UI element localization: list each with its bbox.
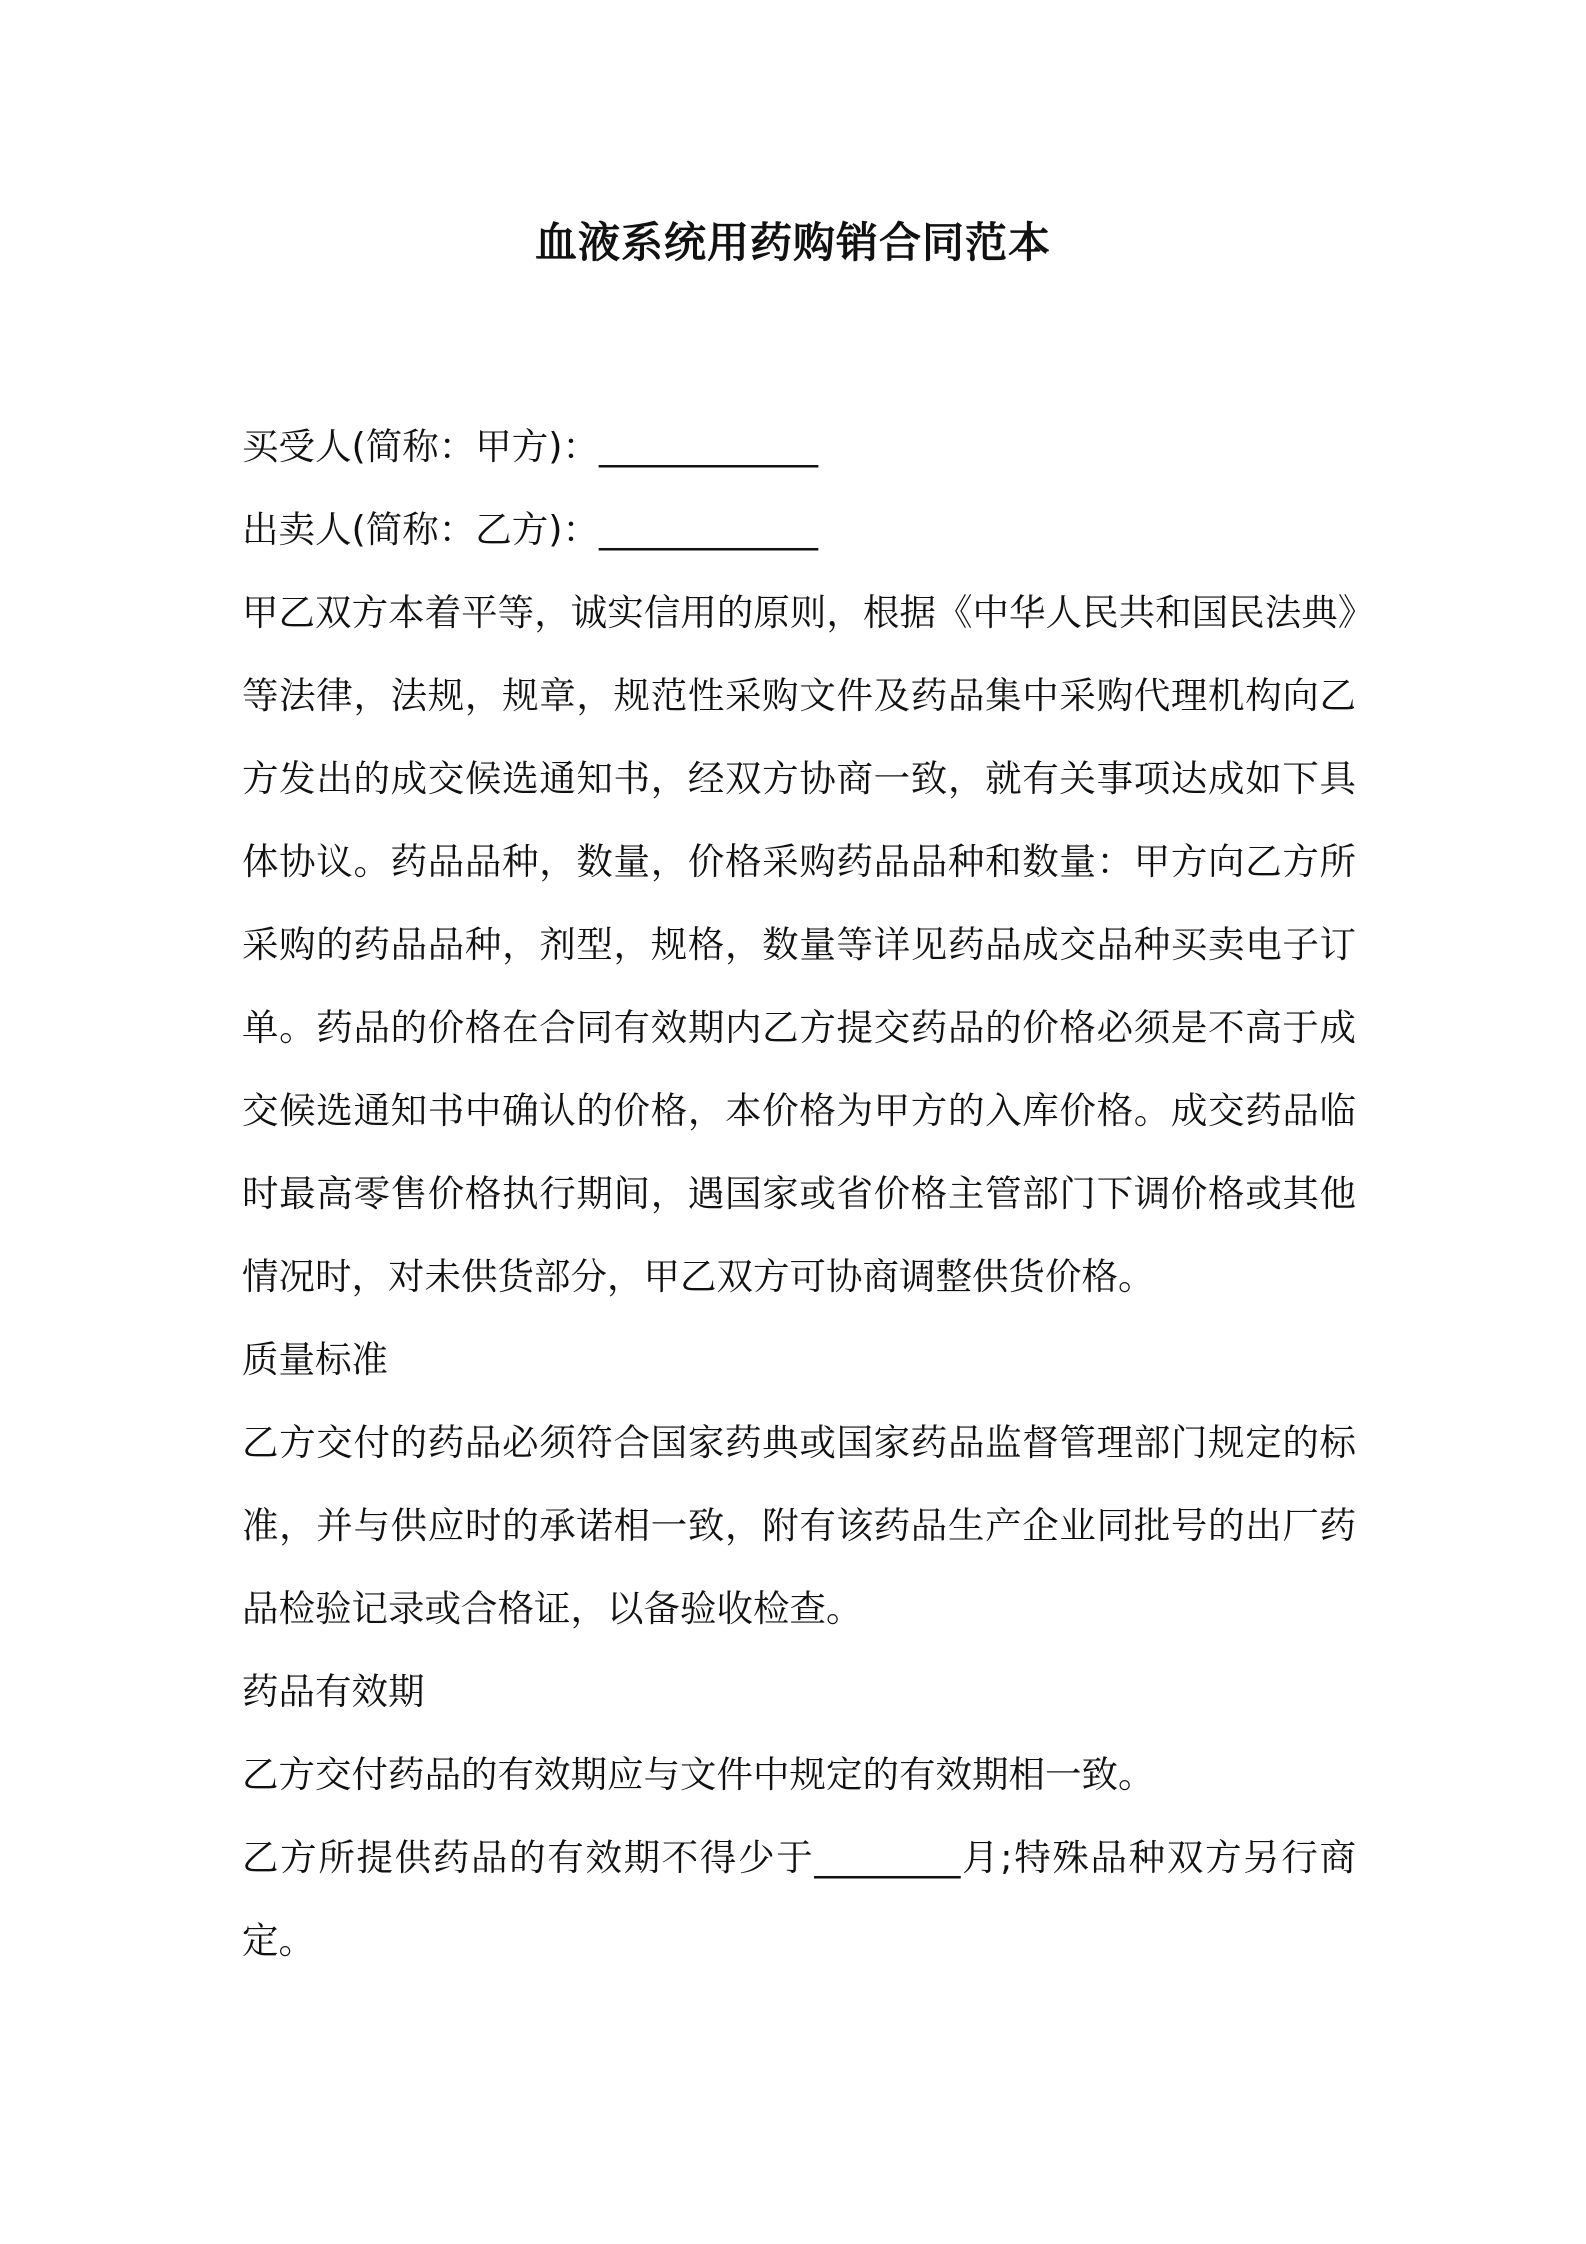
document-title: 血液系统用药购销合同范本 xyxy=(534,218,1051,267)
seller-line: 出卖人(简称：乙方)：____________ xyxy=(242,508,818,551)
quality-heading: 质量标准 xyxy=(242,1338,388,1381)
intro-paragraph: 甲乙双方本着平等，诚实信用的原则，根据《中华人民共和国民法典》等法律，法规，规章，规范性采购文件及药品集中采购代理机构向乙方发出的成交候选通知书，经双方协商一致，就有关事项达成如下具体协议。药品品种，数量，价格采购药品品种和数量：甲方向乙方所采购的药品品种，剂型，规格，数量等详见药品成交品种买卖电子订单。药品的价格在合同有效期内乙方提交药品的价格必须是不高于成交候选通知书中确认的价格，本价格为甲方的入库价格。成交药品临时最高零售价格执行期间，遇国家或省价格主管部门下调价格或其他情况时，对未供货部分，甲乙双方可协商调整供货价格。 xyxy=(242,591,1356,1298)
document-body xyxy=(242,405,1356,1982)
buyer-line: 买受人(简称：甲方)：____________ xyxy=(242,425,818,468)
validity-line-2: 乙方所提供药品的有效期不得少于________月;特殊品种双方另行商定。 xyxy=(242,1836,1356,1962)
validity-heading: 药品有效期 xyxy=(242,1670,425,1713)
validity-line-1: 乙方交付药品的有效期应与文件中规定的有效期相一致。 xyxy=(242,1753,1155,1796)
quality-paragraph: 乙方交付的药品必须符合国家药典或国家药品监督管理部门规定的标准，并与供应时的承诺相一致，附有该药品生产企业同批号的出厂药品检验记录或合格证，以备验收检查。 xyxy=(242,1421,1356,1630)
